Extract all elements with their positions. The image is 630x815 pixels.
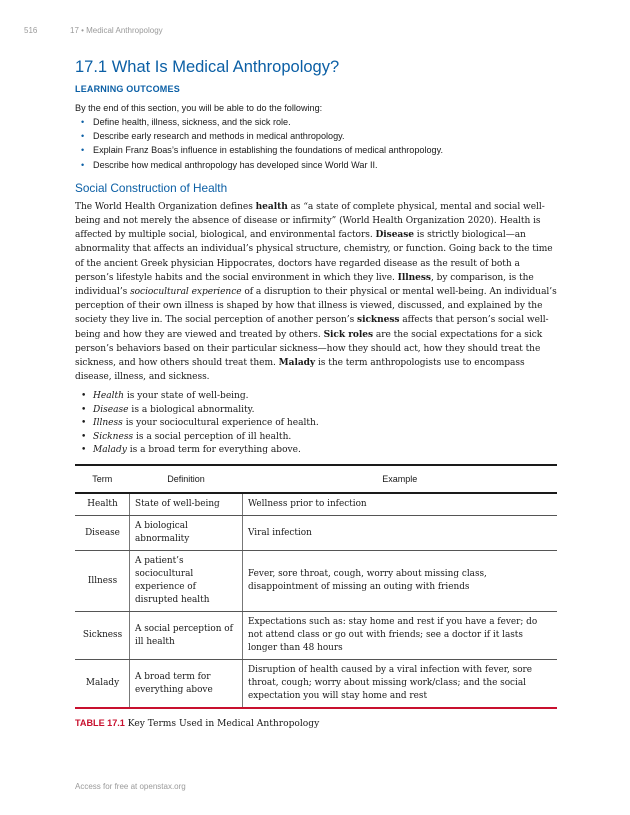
definition-text: is your sociocultural experience of health.	[122, 418, 319, 429]
key-term: sickness	[357, 315, 400, 326]
text-run: affects that person’s social well-being and how they are viewed and treated by others.	[75, 315, 549, 340]
definition-text: is a broad term for everything above.	[126, 445, 301, 456]
table-row	[75, 660, 557, 709]
bullet-icon: •	[81, 431, 87, 442]
table-row	[75, 612, 557, 660]
cell-term: Illness	[75, 551, 130, 612]
running-head	[24, 26, 163, 35]
learning-outcomes-list	[75, 115, 557, 172]
cell-term: Malady	[75, 660, 130, 709]
section-title: 17.1 What Is Medical Anthropology?	[75, 58, 340, 76]
page-number: 516	[24, 26, 38, 35]
learning-outcomes-intro: By the end of this section, you will be able to do the following:	[75, 102, 323, 113]
learning-outcome-item	[81, 129, 557, 143]
bullet-icon: •	[81, 159, 85, 170]
definition-term: Sickness	[93, 431, 134, 442]
learning-outcome-item	[81, 143, 557, 157]
cell-definition: A patient’s sociocultural experience of disrupted health	[130, 551, 243, 612]
cell-term: Sickness	[75, 612, 130, 660]
key-term: Sick roles	[323, 329, 374, 340]
text-run: is strictly biological—an abnormality that affects an individual’s physical structure, chemistry, or function. Going back to the time of the ancient Greek physician Hippocrates, doctors have regarded disease as the result of both a person’s lifestyle habits and the social environment in which they live.	[75, 230, 553, 283]
cell-example: Disruption of health caused by a viral infection with fever, sore throat, cough; worry about missing work/class; and the social expectation you will stay home and rest	[243, 660, 558, 709]
bullet-icon: •	[81, 418, 87, 429]
text-run: of a disruption to their physical or mental well-being. An individual’s perception of their own illness is shaped by how that illness is viewed, discussed, and explained by the society they live in. The social perception of another person’s	[75, 287, 557, 326]
table-row	[75, 516, 557, 551]
learning-outcome-item	[81, 158, 557, 172]
cell-definition: A biological abnormality	[130, 516, 243, 551]
key-term: Malady	[278, 358, 316, 369]
definition-text: is a biological abnormality.	[128, 404, 255, 415]
emphasis-text: sociocultural experience	[130, 287, 242, 298]
key-term: Disease	[375, 230, 414, 241]
learning-outcome-text: Define health, illness, sickness, and the sick role.	[93, 117, 291, 127]
caption-text: Key Terms Used in Medical Anthropology	[124, 719, 320, 730]
cell-definition: A social perception of ill health	[130, 612, 243, 660]
learning-outcome-text: Describe early research and methods in medical anthropology.	[93, 131, 345, 142]
caption-label: TABLE 17.1	[75, 718, 125, 729]
table-row	[75, 493, 557, 516]
table-caption	[75, 718, 557, 729]
text-run: , by comparison, is the individual’s	[75, 272, 534, 298]
learning-outcome-item	[81, 115, 557, 129]
definition-item	[81, 404, 557, 417]
cell-definition: A broad term for everything above	[130, 660, 243, 709]
bullet-icon: •	[81, 391, 87, 402]
cell-example: Expectations such as: stay home and rest if you have a fever; do not attend class or go out with friends; see a doctor if it lasts longer than 48 hours	[243, 612, 558, 660]
key-terms-table	[75, 464, 557, 709]
footer: Access for free at openstax.org	[75, 782, 186, 791]
cell-definition: State of well-being	[130, 493, 243, 516]
table-row	[75, 551, 557, 612]
definition-item	[81, 417, 557, 430]
chapter-label: 17 • Medical Anthropology	[70, 26, 163, 35]
subsection-title: Social Construction of Health	[75, 180, 228, 195]
definition-term: Disease	[93, 404, 129, 415]
text-run: The World Health Organization defines	[75, 201, 256, 212]
header-example: Example	[243, 465, 558, 493]
learning-outcomes-title: LEARNING OUTCOMES	[75, 83, 180, 94]
learning-outcome-text: Explain Franz Boas’s influence in establishing the foundations of medical anthropology.	[93, 145, 443, 156]
bullet-icon: •	[81, 145, 85, 156]
definition-item	[81, 390, 557, 403]
definition-term: Health	[93, 391, 124, 402]
body-paragraph	[75, 200, 557, 385]
definition-text: is a social perception of ill health.	[133, 431, 292, 442]
key-term: Illness	[397, 272, 431, 283]
bullet-icon: •	[81, 131, 85, 142]
header-term: Term	[75, 465, 130, 493]
cell-term: Health	[75, 493, 130, 516]
bullet-icon: •	[81, 117, 85, 127]
text-run: are the social expectations for a sick person’s behaviors based on their particular sickness—how they should act, how they should treat the sickness, and how others should treat them.	[75, 329, 543, 369]
definition-text: is your state of well-being.	[124, 391, 249, 402]
text-run: as “a state of complete physical, mental and social well-being and not merely the absence of disease or infirmity” (World Health Organization 2020). Health is affected by multiple social, biological, and environmental factors.	[75, 201, 545, 241]
bullet-icon: •	[81, 404, 87, 415]
definition-term: Malady	[93, 445, 127, 456]
definitions-list	[75, 390, 557, 457]
page-content	[75, 58, 557, 729]
cell-term: Disease	[75, 516, 130, 551]
bullet-icon: •	[81, 445, 87, 456]
key-term: health	[255, 201, 288, 212]
cell-example: Viral infection	[243, 516, 558, 551]
table-body	[75, 493, 557, 708]
cell-example: Fever, sore throat, cough, worry about missing class, disappointment of missing an outing with friends	[243, 551, 558, 612]
definition-item	[81, 444, 557, 457]
header-definition: Definition	[130, 465, 243, 493]
definition-term: Illness	[93, 418, 123, 429]
table-header-row	[75, 465, 557, 493]
learning-outcome-text: Describe how medical anthropology has developed since World War II.	[93, 159, 378, 170]
cell-example: Wellness prior to infection	[243, 493, 558, 516]
definition-item	[81, 431, 557, 444]
text-run: is the term anthropologists use to encompass disease, illness, and sickness.	[75, 358, 525, 383]
